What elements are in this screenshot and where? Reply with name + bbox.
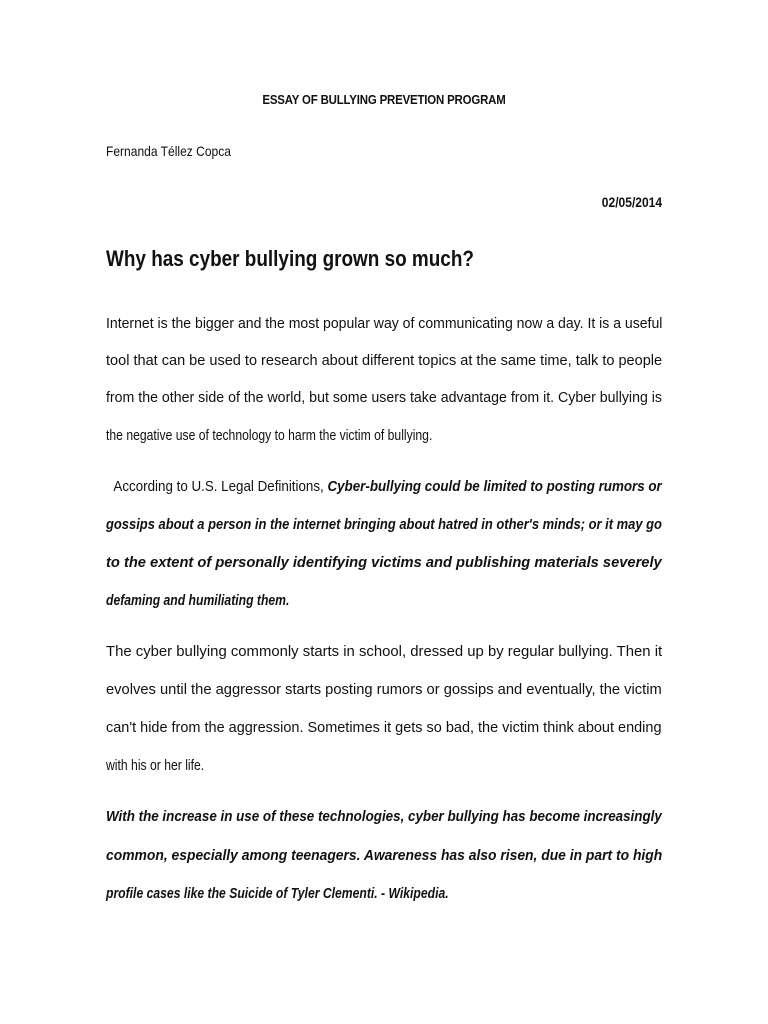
quote-text: gossips about a person in the internet bringing about hatred in other's minds; or it may go	[106, 517, 662, 533]
document-date: 02/05/2014	[601, 194, 662, 210]
paragraph3-line	[106, 642, 662, 662]
author-name: Fernanda Téllez Copca	[106, 143, 231, 159]
paragraph4-line	[106, 846, 662, 866]
paragraph1-line-text: Internet is the bigger and the most popular way of communicating now a day. It is a useful	[106, 316, 663, 332]
paragraph3-line-text: The cyber bullying commonly starts in school, dressed up by regular bullying. Then it	[106, 644, 663, 660]
quote-text: defaming and humiliating them.	[106, 593, 290, 609]
paragraph2-line	[106, 553, 662, 573]
paragraph1-line-text: tool that can be used to research about different topics at the same time, talk to people	[106, 353, 663, 369]
paragraph2-line	[106, 477, 662, 497]
essay-title: ESSAY OF BULLYING PREVETION PROGRAM	[262, 92, 506, 107]
paragraph4-line-text: common, especially among teenagers. Awareness has also risen, due in part to high	[106, 848, 663, 864]
quote-text: to the extent of personally identifying victims and publishing materials severely	[106, 555, 662, 571]
paragraph4-line	[106, 884, 662, 904]
paragraph1-line-text: the negative use of technology to harm the victim of bullying.	[106, 428, 433, 444]
paragraph3-line	[106, 718, 662, 738]
paragraph2-line1	[106, 477, 662, 497]
quote-text: Cyber-bullying could be limited to posting rumors or	[327, 479, 662, 495]
section-heading: Why has cyber bullying grown so much?	[106, 246, 474, 271]
paragraph3-line-text: with his or her life.	[106, 758, 205, 774]
paragraph3-line-text: can't hide from the aggression. Sometimes it gets so bad, the victim think about ending	[106, 720, 662, 736]
paragraph1-line	[106, 426, 662, 446]
paragraph2-line	[106, 591, 662, 611]
paragraph4-line-text: profile cases like the Suicide of Tyler Clementi. - Wikipedia.	[106, 886, 449, 902]
paragraph3-line	[106, 680, 662, 700]
paragraph3-line-text: evolves until the aggressor starts posting rumors or gossips and eventually, the victim	[106, 682, 662, 698]
paragraph1-line	[106, 351, 662, 371]
paragraph4-line-text: With the increase in use of these technologies, cyber bullying has become increasingly	[106, 809, 662, 825]
paragraph1-line	[106, 388, 662, 408]
legal-definitions-intro: According to U.S. Legal Definitions,	[113, 479, 324, 495]
paragraph3-line	[106, 756, 662, 776]
paragraph1-line	[106, 314, 662, 334]
paragraph4-line	[106, 807, 662, 827]
paragraph1-line-text: from the other side of the world, but some users take advantage from it. Cyber bullying is	[106, 390, 662, 406]
paragraph2-line	[106, 515, 662, 535]
